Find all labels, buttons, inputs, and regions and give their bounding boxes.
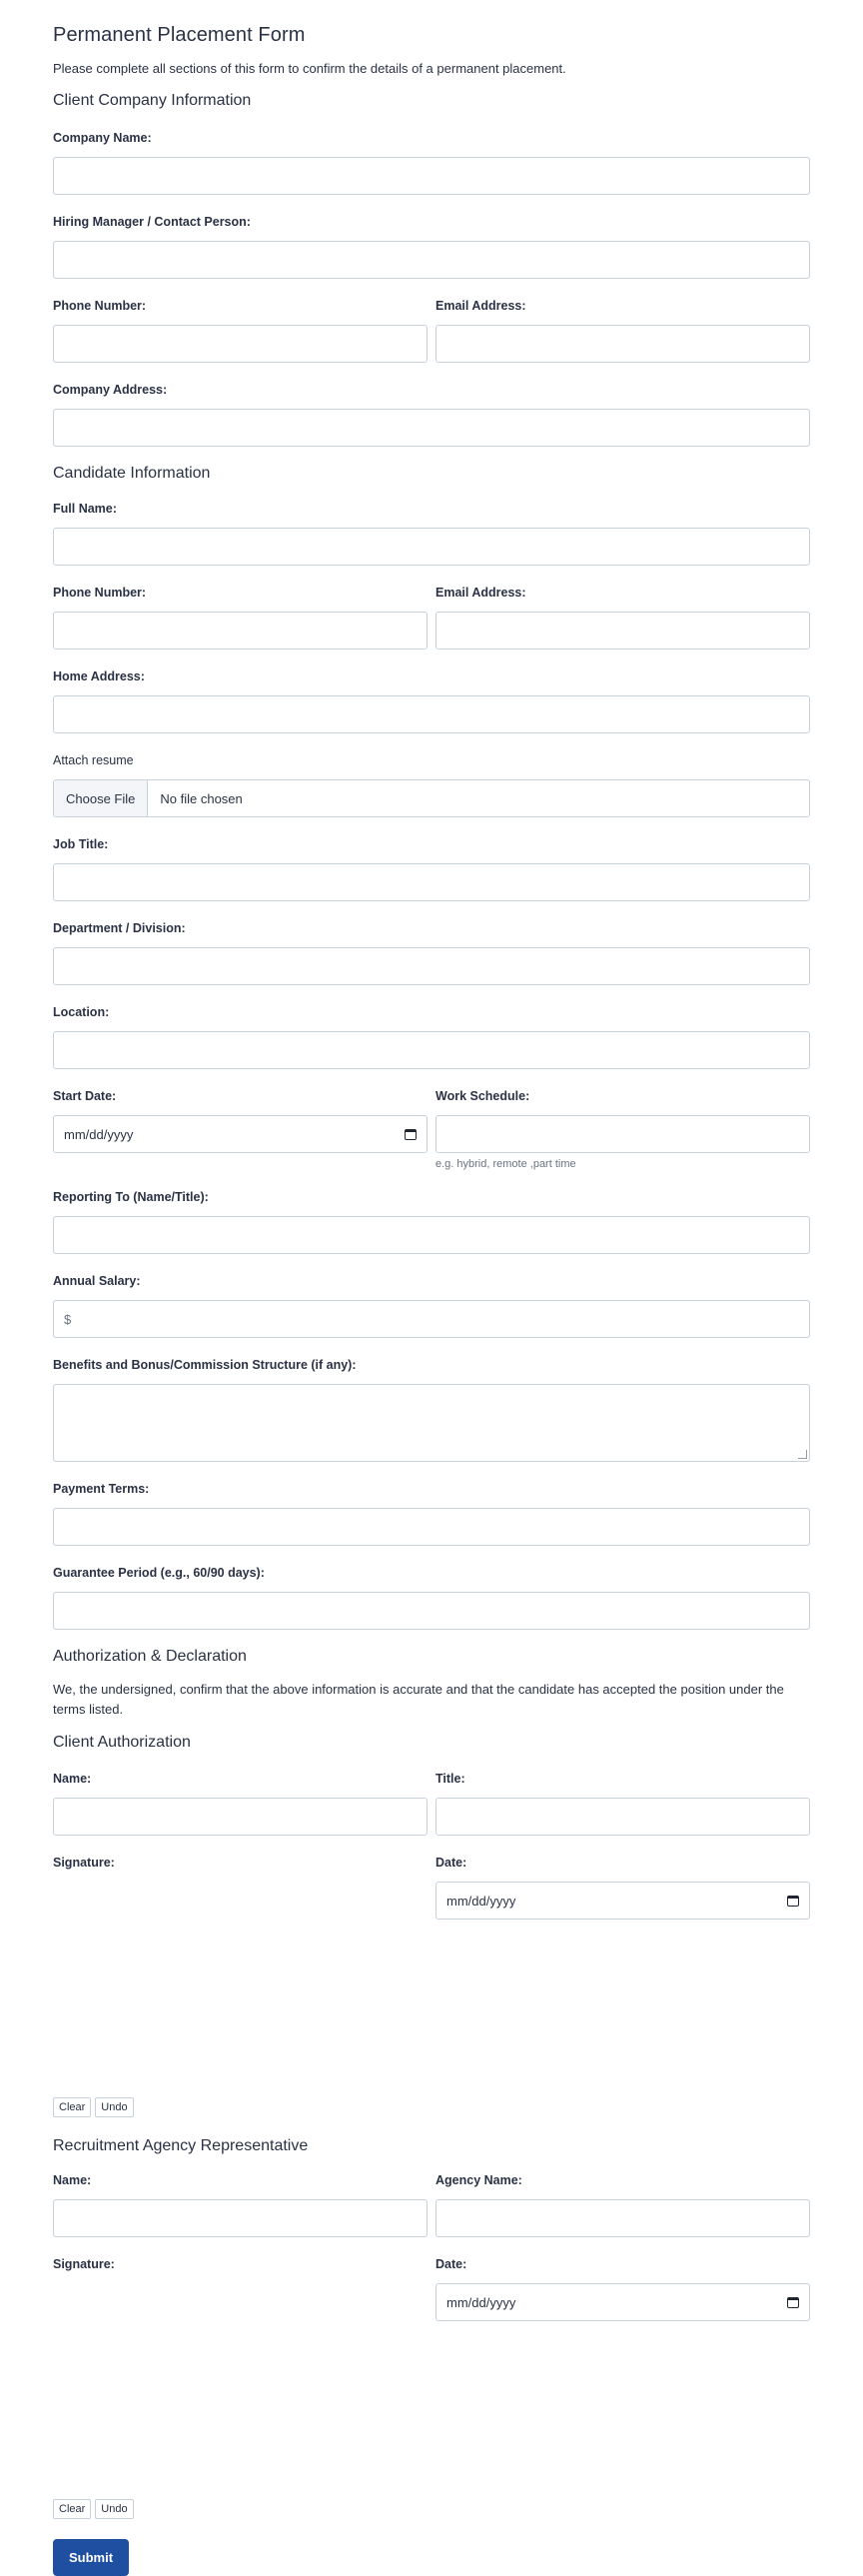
full-name-input[interactable]: [53, 528, 810, 566]
salary-prefix: $: [64, 1311, 72, 1327]
candidate-section-heading: Candidate Information: [53, 465, 211, 482]
client-date-input[interactable]: [435, 1882, 810, 1920]
client-contact-row: [53, 299, 810, 363]
client-date-placeholder: mm/dd/yyyy: [446, 1893, 516, 1909]
work-schedule-field: [435, 1089, 810, 1170]
job-title-input[interactable]: [53, 863, 810, 901]
full-name-field: [53, 502, 810, 566]
hiring-manager-field: [53, 215, 810, 279]
form-intro: Please complete all sections of this form to confirm the details of a permanent placement.: [53, 61, 566, 76]
agency-date-label: Date:: [435, 2257, 467, 2271]
client-auth-name-field: [53, 1772, 428, 1836]
agency-signature-field: [53, 2257, 428, 2519]
location-field: [53, 1005, 810, 1069]
agency-date-input[interactable]: [435, 2283, 810, 2321]
client-section-heading: Client Company Information: [53, 92, 252, 109]
benefits-field: [53, 1358, 810, 1462]
full-name-label: Full Name:: [53, 502, 117, 516]
client-email-field: [435, 299, 810, 363]
salary-label: Annual Salary:: [53, 1274, 141, 1288]
client-clear-button[interactable]: Clear: [53, 2097, 91, 2117]
department-label: Department / Division:: [53, 921, 186, 935]
agency-rep-name-label: Name:: [53, 2173, 92, 2187]
agency-undo-button[interactable]: Undo: [95, 2499, 133, 2519]
client-signature-field: [53, 1856, 428, 2117]
reporting-field: [53, 1190, 810, 1254]
authorization-heading: Authorization & Declaration: [53, 1648, 247, 1665]
job-title-field: [53, 837, 810, 901]
guarantee-label: Guarantee Period (e.g., 60/90 days):: [53, 1566, 265, 1580]
agency-name-input[interactable]: [435, 2199, 810, 2237]
home-address-label: Home Address:: [53, 669, 145, 683]
job-title-label: Job Title:: [53, 837, 109, 851]
hiring-manager-label: Hiring Manager / Contact Person:: [53, 215, 251, 229]
client-signature-controls: [53, 2097, 428, 2117]
candidate-phone-input[interactable]: [53, 612, 428, 649]
company-name-input[interactable]: [53, 157, 810, 195]
candidate-phone-field: [53, 586, 428, 649]
client-auth-row: [53, 1772, 810, 1836]
payment-terms-field: [53, 1482, 810, 1546]
client-date-label: Date:: [435, 1856, 467, 1870]
agency-date-field: [435, 2257, 810, 2519]
client-signature-pad[interactable]: [53, 1882, 428, 2097]
calendar-icon[interactable]: [787, 2297, 799, 2308]
agency-signature-label: Signature:: [53, 2257, 115, 2271]
candidate-contact-row: [53, 586, 810, 649]
client-auth-heading: Client Authorization: [53, 1734, 191, 1751]
agency-signature-row: [53, 2257, 810, 2519]
start-date-placeholder: mm/dd/yyyy: [64, 1126, 134, 1142]
agency-signature-pad[interactable]: [53, 2283, 428, 2499]
home-address-input[interactable]: [53, 695, 810, 733]
reporting-input[interactable]: [53, 1216, 810, 1254]
start-date-input[interactable]: [53, 1115, 428, 1153]
client-auth-title-field: [435, 1772, 810, 1836]
work-schedule-hint: e.g. hybrid, remote ,part time: [435, 1158, 576, 1170]
client-signature-label: Signature:: [53, 1856, 115, 1870]
agency-auth-row: [53, 2173, 810, 2237]
client-auth-name-label: Name:: [53, 1772, 92, 1786]
file-status: No file chosen: [160, 790, 243, 806]
agency-name-field: [53, 2173, 428, 2237]
agency-rep-name-input[interactable]: [53, 2199, 428, 2237]
client-phone-input[interactable]: [53, 325, 428, 363]
client-email-label: Email Address:: [435, 299, 526, 313]
company-name-field: [53, 131, 810, 195]
resume-field: [53, 753, 810, 817]
work-schedule-label: Work Schedule:: [435, 1089, 530, 1103]
guarantee-input[interactable]: [53, 1592, 810, 1630]
candidate-email-label: Email Address:: [435, 586, 526, 600]
client-auth-title-label: Title:: [435, 1772, 465, 1786]
declaration-text: We, the undersigned, confirm that the above information is accurate and that the candidate has accepted the position under the terms listed.: [53, 1682, 784, 1717]
candidate-phone-label: Phone Number:: [53, 586, 147, 600]
reporting-label: Reporting To (Name/Title):: [53, 1190, 209, 1204]
candidate-email-field: [435, 586, 810, 649]
payment-terms-input[interactable]: [53, 1508, 810, 1546]
client-phone-label: Phone Number:: [53, 299, 147, 313]
client-signature-row: [53, 1856, 810, 2117]
agency-company-field: [435, 2173, 810, 2237]
start-date-label: Start Date:: [53, 1089, 117, 1103]
agency-name-label: Agency Name:: [435, 2173, 522, 2187]
resume-label: Attach resume: [53, 753, 134, 767]
client-auth-name-input[interactable]: [53, 1798, 428, 1836]
guarantee-field: [53, 1566, 810, 1630]
agency-date-placeholder: mm/dd/yyyy: [446, 2294, 516, 2310]
resume-file-input[interactable]: [53, 779, 810, 817]
company-address-label: Company Address:: [53, 383, 168, 397]
start-date-field: [53, 1089, 428, 1170]
company-address-input[interactable]: [53, 409, 810, 447]
calendar-icon[interactable]: [405, 1129, 417, 1140]
benefits-label: Benefits and Bonus/Commission Structure (if any):: [53, 1358, 357, 1372]
client-email-input[interactable]: [435, 325, 810, 363]
company-address-field: [53, 383, 810, 447]
salary-input[interactable]: [53, 1300, 810, 1338]
client-date-field: [435, 1856, 810, 2117]
benefits-textarea[interactable]: [53, 1384, 810, 1462]
resize-handle-icon[interactable]: [798, 1450, 807, 1459]
choose-file-button[interactable]: Choose File: [54, 780, 148, 816]
location-label: Location:: [53, 1005, 110, 1019]
client-auth-title-input[interactable]: [435, 1798, 810, 1836]
agency-auth-heading: Recruitment Agency Representative: [53, 2137, 309, 2154]
department-input[interactable]: [53, 947, 810, 985]
home-address-field: [53, 669, 810, 733]
salary-field: [53, 1274, 810, 1338]
client-phone-field: [53, 299, 428, 363]
location-input[interactable]: [53, 1031, 810, 1069]
client-undo-button[interactable]: Undo: [95, 2097, 133, 2117]
calendar-icon[interactable]: [787, 1896, 799, 1907]
agency-clear-button[interactable]: Clear: [53, 2499, 91, 2519]
hiring-manager-input[interactable]: [53, 241, 810, 279]
candidate-email-input[interactable]: [435, 612, 810, 649]
work-schedule-input[interactable]: [435, 1115, 810, 1153]
payment-terms-label: Payment Terms:: [53, 1482, 150, 1496]
company-name-label: Company Name:: [53, 131, 152, 145]
form-title: Permanent Placement Form: [53, 24, 306, 46]
department-field: [53, 921, 810, 985]
schedule-row: [53, 1089, 810, 1170]
submit-button[interactable]: Submit: [53, 2539, 129, 2576]
agency-signature-controls: [53, 2499, 428, 2519]
